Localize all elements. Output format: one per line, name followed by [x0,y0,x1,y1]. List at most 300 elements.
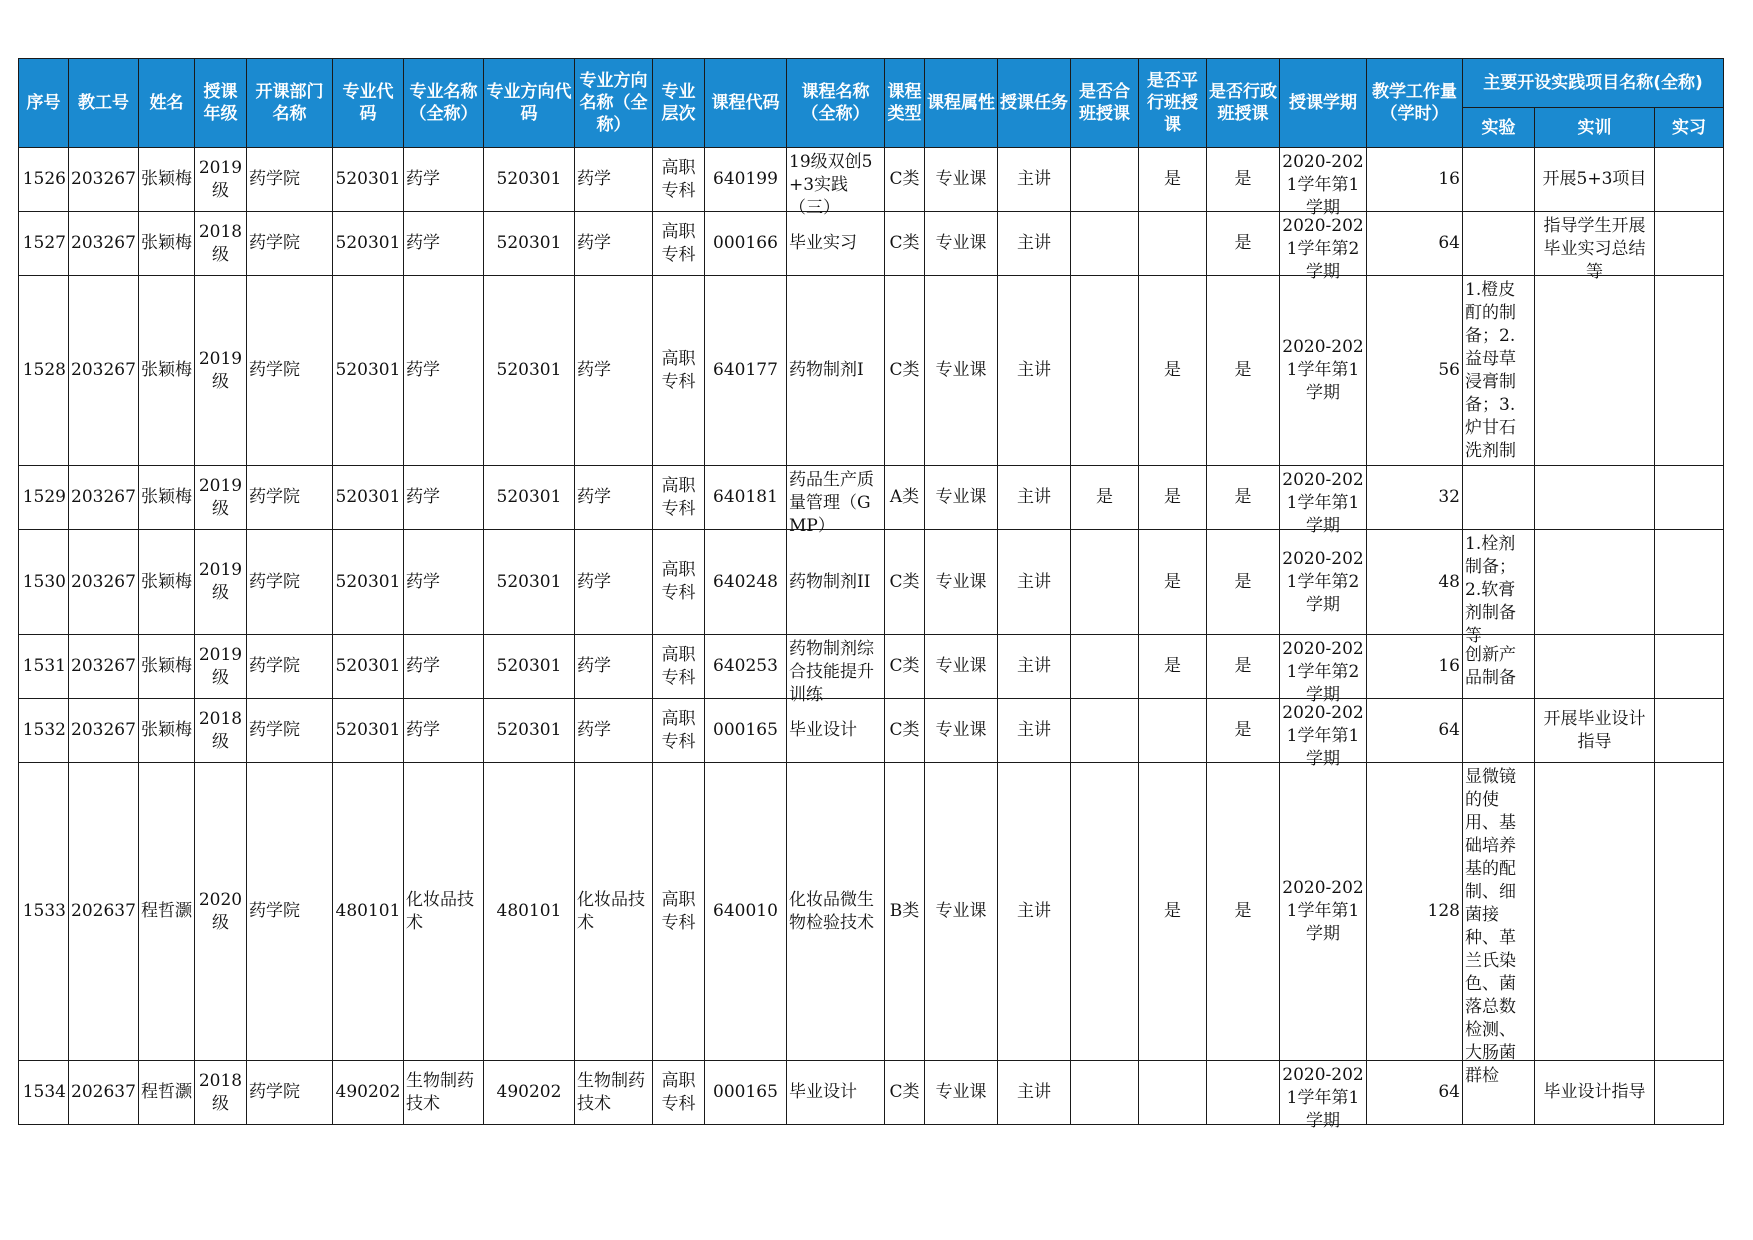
cell-text: 000165 [713,1082,778,1102]
cell-course-code [705,635,787,699]
cell-text: 2020-2021学年第2学期 [1282,548,1364,615]
cell-dir-code [484,635,575,699]
cell-internship [1655,276,1724,466]
cell-merged [1071,763,1139,1061]
table-row [19,635,1724,699]
cell-text: 203267 [71,169,136,189]
cell-major-name [404,148,484,212]
cell-level [653,530,705,635]
col-header-internship: 实习 [1655,108,1724,148]
cell-dir-code [484,763,575,1061]
cell-teacher-id [69,699,139,763]
cell-parallel [1139,276,1207,466]
cell-dir-name [575,763,653,1061]
cell-hours [1367,699,1463,763]
cell-hours [1367,763,1463,1061]
cell-experiment [1463,699,1535,763]
cell-text: 是 [1164,360,1181,380]
cell-text: 药学 [406,571,440,592]
cell-course-type [885,635,925,699]
cell-teacher-id [69,276,139,466]
cell-text: 2019级 [198,644,243,688]
cell-admin [1207,699,1280,763]
cell-text: 是 [1234,901,1252,921]
cell-training [1535,1061,1655,1125]
cell-text: 520301 [496,571,562,592]
cell-merged [1071,466,1139,530]
cell-course-name [787,148,885,218]
cell-experiment [1463,763,1535,1086]
cell-admin [1207,1061,1280,1125]
cell-text: 药学院 [249,1082,300,1102]
cell-course-attr [925,635,998,699]
cell-text: 高职专科 [661,708,696,752]
cell-course-name [787,1061,885,1125]
col-header-course-type: 课程类型 [885,59,925,148]
cell-course-code [705,530,787,635]
cell-text: 药学 [577,656,611,676]
cell-text: 64 [1438,1082,1460,1102]
cell-text: 化妆品技术 [577,889,645,933]
cell-major-code [333,699,404,763]
cell-dir-name [575,212,653,276]
cell-text: 520301 [496,656,562,676]
cell-major-code [333,635,404,699]
cell-dir-code [484,1061,575,1125]
cell-text: 000165 [713,720,778,740]
cell-text: 化妆品技术 [406,889,474,933]
cell-text: 是 [1096,487,1113,507]
cell-text: 主讲 [1017,487,1051,507]
cell-level [653,699,705,763]
cell-text: 药学 [577,571,611,592]
col-header-major-name: 专业名称（全称） [404,59,484,148]
cell-experiment [1463,530,1535,646]
cell-experiment [1463,148,1535,212]
cell-course-attr [925,530,998,635]
cell-admin [1207,466,1280,530]
cell-text: 药学 [406,656,440,676]
cell-term [1280,148,1367,218]
cell-text: 16 [1438,169,1460,189]
cell-seq [19,212,69,276]
cell-seq [19,276,69,466]
cell-text: 是 [1164,571,1181,592]
cell-text: 张颖梅 [141,487,192,507]
col-header-level: 专业层次 [653,59,705,148]
cell-term [1280,466,1367,536]
col-header-seq: 序号 [19,59,69,148]
cell-task [998,530,1071,635]
col-header-hours: 教学工作量（学时） [1367,59,1463,148]
cell-text: 药学 [577,720,611,740]
cell-text: 520301 [335,233,401,253]
cell-merged [1071,276,1139,466]
cell-major-code [333,212,404,276]
cell-dir-name [575,276,653,466]
cell-course-name [787,763,885,1061]
cell-text: 2020-2021学年第2学期 [1282,215,1364,282]
cell-text: 2018级 [198,708,243,752]
cell-text: 490202 [335,1082,401,1102]
teaching-workload-table [18,58,1724,1131]
cell-text: 203267 [71,233,136,253]
col-header-course-attr: 课程属性 [925,59,998,148]
cell-text: 生物制药技术 [406,1070,474,1114]
cell-dir-code [484,212,575,276]
cell-text: 创新产品制备 [1465,644,1516,688]
cell-dept [247,699,333,763]
cell-text: 主讲 [1017,901,1051,921]
cell-text: 主讲 [1017,233,1051,253]
cell-text: 专业课 [935,487,987,507]
cell-text: 药学院 [249,487,300,507]
cell-course-type [885,699,925,763]
cell-course-type [885,148,925,212]
cell-text: 药学 [406,169,440,189]
cell-text: 64 [1438,233,1460,253]
table-row [19,466,1724,530]
cell-hours [1367,148,1463,212]
cell-text: 高职专科 [661,889,696,933]
cell-grade [195,635,247,699]
cell-text: 药品生产质量管理（GMP） [789,469,874,536]
cell-text: 药学院 [249,901,300,921]
cell-internship [1655,212,1724,276]
cell-text: 520301 [496,169,562,189]
cell-training [1535,466,1655,530]
cell-task [998,148,1071,212]
cell-text: 640248 [713,571,778,592]
cell-teacher-id [69,1061,139,1125]
cell-task [998,635,1071,699]
cell-hours [1367,276,1463,466]
cell-text: 203267 [71,487,136,507]
cell-parallel [1139,699,1207,763]
cell-level [653,276,705,466]
table-row [19,148,1724,212]
col-header-merged-class: 是否合班授课 [1071,59,1139,148]
cell-text: 2020级 [198,889,243,933]
col-header-teacher-id: 教工号 [69,59,139,148]
cell-parallel [1139,148,1207,212]
cell-text: 128 [1427,901,1460,921]
cell-text: C类 [889,169,920,189]
cell-task [998,466,1071,530]
cell-teacher-id [69,635,139,699]
cell-course-attr [925,148,998,212]
cell-training [1535,148,1655,212]
cell-text: 2018级 [198,221,243,265]
cell-text: 480101 [496,901,562,921]
cell-text: C类 [889,1082,920,1102]
cell-course-code [705,466,787,530]
cell-admin [1207,148,1280,212]
col-header-direction-name: 专业方向名称（全称） [575,59,653,148]
col-header-admin-class: 是否行政班授课 [1207,59,1280,148]
cell-text: 1531 [22,656,66,676]
cell-seq [19,699,69,763]
cell-seq [19,763,69,1061]
table-row [19,530,1724,635]
cell-training [1535,530,1655,635]
cell-course-name [787,276,885,466]
cell-text: 张颖梅 [141,656,192,676]
cell-text: C类 [889,360,920,380]
table-row [19,763,1724,1061]
cell-text: 640253 [713,656,778,676]
cell-level [653,148,705,212]
cell-grade [195,212,247,276]
cell-text: 开展毕业设计指导 [1543,708,1646,752]
cell-text: 是 [1164,169,1181,189]
table-row [19,699,1724,763]
cell-dir-code [484,276,575,466]
cell-dept [247,148,333,212]
cell-training [1535,276,1655,466]
cell-text: 2020-2021学年第1学期 [1282,702,1364,769]
cell-text: 是 [1234,571,1252,592]
cell-term [1280,276,1367,466]
cell-course-name [787,699,885,763]
cell-text: 520301 [496,233,562,253]
cell-text: 640177 [713,360,778,380]
cell-name [139,148,195,212]
cell-dept [247,1061,333,1125]
cell-course-code [705,148,787,212]
cell-text: 2018级 [198,1070,243,1114]
cell-course-attr [925,276,998,466]
cell-dir-code [484,466,575,530]
cell-text: 520301 [335,169,401,189]
cell-course-code [705,699,787,763]
table-body [19,148,1724,1131]
cell-text: 专业课 [935,571,987,592]
cell-name [139,635,195,699]
cell-hours [1367,635,1463,699]
cell-teacher-id [69,212,139,276]
cell-major-name [404,276,484,466]
cell-course-type [885,763,925,1061]
cell-grade [195,699,247,763]
cell-text: 1532 [22,720,66,740]
cell-internship [1655,635,1724,699]
cell-grade [195,466,247,530]
cell-text: 2019级 [198,560,243,603]
col-header-parallel-class: 是否平行班授课 [1139,59,1207,148]
cell-dir-code [484,148,575,212]
cell-seq [19,1061,69,1125]
cell-major-code [333,148,404,212]
cell-text: 药学院 [249,571,300,592]
cell-text: 1527 [22,233,66,253]
cell-parallel [1139,635,1207,699]
cell-name [139,699,195,763]
cell-major-code [333,1061,404,1125]
cell-hours [1367,530,1463,635]
cell-major-name [404,763,484,1061]
cell-teacher-id [69,466,139,530]
cell-text: 开展5+3项目 [1542,169,1647,189]
cell-text: 520301 [335,656,401,676]
cell-text: 专业课 [935,656,987,676]
cell-text: 张颖梅 [141,720,192,740]
cell-text: 56 [1438,360,1460,380]
cell-text: 药物制剂综合技能提升训练 [789,638,874,705]
cell-text: 高职专科 [661,221,696,265]
cell-experiment [1463,276,1535,466]
cell-text: 化妆品微生物检验技术 [789,889,874,933]
cell-term [1280,763,1367,1061]
cell-level [653,212,705,276]
cell-course-type [885,212,925,276]
cell-text: 主讲 [1017,169,1051,189]
cell-text: 张颖梅 [141,571,192,592]
cell-text: 202637 [71,1082,136,1102]
cell-course-attr [925,763,998,1061]
cell-task [998,212,1071,276]
cell-level [653,466,705,530]
cell-text: 药学 [406,487,440,507]
cell-parallel [1139,212,1207,276]
cell-major-code [333,530,404,635]
cell-admin [1207,212,1280,276]
cell-course-type [885,1061,925,1125]
cell-task [998,276,1071,466]
cell-text: 1533 [22,901,66,921]
cell-text: 张颖梅 [141,360,192,380]
cell-internship [1655,1061,1724,1125]
cell-text: 高职专科 [661,348,696,392]
cell-text: B类 [889,901,920,921]
cell-dir-name [575,699,653,763]
col-header-term: 授课学期 [1280,59,1367,148]
cell-text: 2019级 [198,157,243,201]
cell-text: 640181 [713,487,778,507]
table-row [19,212,1724,276]
cell-major-name [404,530,484,635]
cell-term [1280,212,1367,282]
cell-experiment [1463,212,1535,276]
cell-course-attr [925,212,998,276]
cell-text: 203267 [71,571,136,592]
cell-text: 520301 [335,720,401,740]
cell-text: C类 [889,233,920,253]
col-header-grade: 授课年级 [195,59,247,148]
cell-text: 药学 [406,233,440,253]
cell-text: 药学 [406,360,440,380]
cell-text: 药学 [577,169,611,189]
cell-text: 是 [1234,233,1252,253]
cell-text: 2019级 [198,348,243,392]
cell-merged [1071,148,1139,212]
cell-grade [195,148,247,212]
cell-dir-name [575,530,653,635]
cell-grade [195,763,247,1061]
cell-text: 药学院 [249,656,300,676]
cell-text: 药学院 [249,169,300,189]
cell-name [139,530,195,635]
cell-text: 是 [1234,487,1252,507]
cell-course-code [705,212,787,276]
cell-text: 1529 [22,487,66,507]
cell-text: 520301 [496,360,562,380]
cell-experiment [1463,635,1535,699]
cell-text: C类 [889,656,920,676]
cell-text: 主讲 [1017,360,1051,380]
cell-text: 主讲 [1017,656,1051,676]
cell-text: 520301 [335,571,401,592]
cell-text: 520301 [335,360,401,380]
cell-course-code [705,1061,787,1125]
cell-hours [1367,212,1463,276]
cell-term [1280,699,1367,769]
cell-text: 520301 [496,720,562,740]
cell-text: 1528 [22,360,66,380]
cell-teacher-id [69,763,139,1061]
cell-text: 是 [1234,169,1252,189]
cell-text: 19级双创5+3实践（三） [789,151,873,218]
cell-seq [19,530,69,635]
cell-text: 是 [1234,656,1252,676]
cell-course-name [787,466,885,536]
cell-major-code [333,763,404,1061]
table-row [19,276,1724,466]
col-header-dept: 开课部门名称 [247,59,333,148]
cell-text: 2019级 [198,475,243,519]
cell-text: 480101 [335,901,401,921]
cell-course-attr [925,1061,998,1125]
cell-text: 专业课 [935,360,987,380]
cell-major-name [404,635,484,699]
cell-text: 640199 [713,169,778,189]
cell-dept [247,635,333,699]
cell-text: 640010 [713,901,778,921]
cell-course-type [885,466,925,530]
cell-text: A类 [889,487,920,507]
cell-parallel [1139,530,1207,635]
cell-admin [1207,763,1280,1061]
cell-text: 专业课 [935,720,987,740]
cell-dept [247,466,333,530]
cell-seq [19,148,69,212]
cell-text: 202637 [71,901,136,921]
cell-level [653,1061,705,1125]
cell-parallel [1139,466,1207,530]
cell-text: 是 [1234,720,1252,740]
cell-training [1535,699,1655,763]
cell-task [998,763,1071,1061]
cell-text: 程哲灏 [141,1082,192,1102]
cell-text: 程哲灏 [141,901,192,921]
cell-text: 毕业实习 [789,233,857,253]
cell-text: 490202 [496,1082,562,1102]
col-header-task: 授课任务 [998,59,1071,148]
cell-major-name [404,1061,484,1125]
cell-course-code [705,763,787,1061]
cell-text: 2020-2021学年第1学期 [1282,1064,1364,1131]
cell-text: 高职专科 [661,475,696,519]
cell-text: 是 [1164,656,1181,676]
cell-text: 高职专科 [661,560,696,603]
cell-internship [1655,699,1724,763]
cell-major-code [333,466,404,530]
cell-seq [19,466,69,530]
cell-internship [1655,530,1724,635]
cell-text: 药学 [406,720,440,740]
cell-text: 000166 [713,233,778,253]
cell-grade [195,530,247,635]
